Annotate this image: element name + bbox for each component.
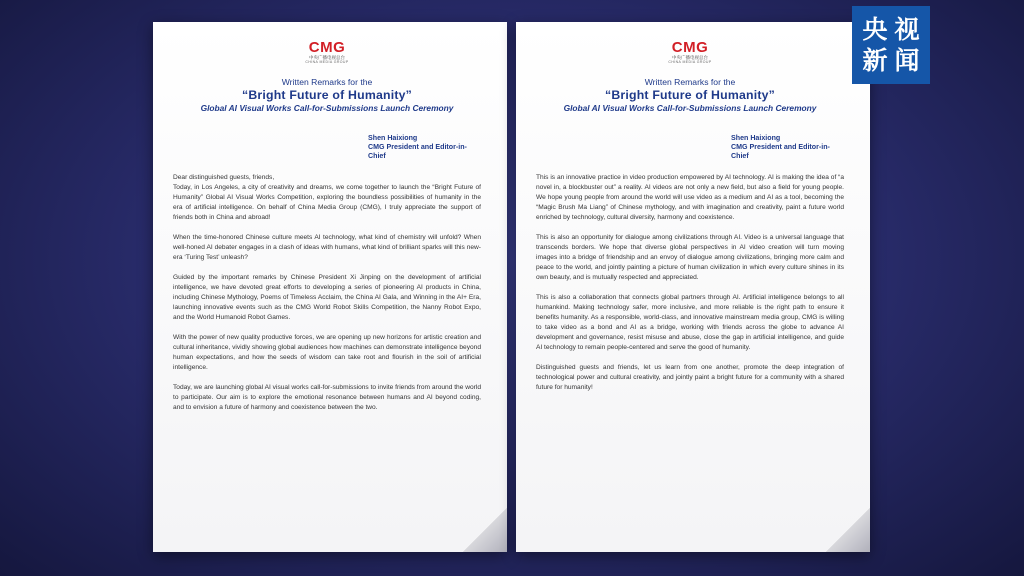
- watermark-char: 央: [862, 15, 888, 44]
- paragraph: With the power of new quality productive forces, we are opening up new horizons for artistic creation and cultural inheritance, vividly showing global audiences how machines can demonstrate intelligence beyond human expectations, and how the seeds of wisdom can take root and flourish in the soil of artificial intelligence.: [173, 334, 481, 371]
- paragraph: When the time-honored Chinese culture meets AI technology, what kind of chemistry will unfold? When well-honed AI debater engages in a clash of ideas with humans, what kind of brilliant sparks will this new-era ‘Turing Test’ unleash?: [173, 234, 481, 261]
- watermark-char: 视: [894, 15, 920, 44]
- cmg-logo-en: CHINA MEDIA GROUP: [668, 59, 712, 64]
- left-body: [173, 173, 481, 413]
- author-name: Shen Haixiong: [731, 134, 781, 142]
- cmg-logo-cn: 中央广播电视总台: [672, 55, 708, 60]
- cmg-logo-cn: 中央广播电视总台: [309, 55, 345, 60]
- heading-intro: Written Remarks for the: [644, 77, 736, 87]
- paragraph: Guided by the important remarks by Chinese President Xi Jinping on the development of artificial intelligence, we have devoted great efforts to developing a series of pioneering AI products in China, including Chinese Mythology, Poems of Timeless Acclaim, the China AI Gala, and Winning in the AI+ Era, launching innovative events such as the CMG World Robot Skills Competition, the Nanny Robot Expo, and the World Humanoid Robot Games.: [173, 274, 481, 321]
- heading-intro: Written Remarks for the: [281, 77, 373, 87]
- left-document-page: [153, 22, 507, 552]
- watermark-char: 新: [862, 46, 888, 75]
- cmg-logo: [173, 40, 481, 64]
- cmg-logo-text: CMG: [308, 39, 346, 56]
- cmg-logo-en: CHINA MEDIA GROUP: [305, 59, 349, 64]
- paragraph: Distinguished guests and friends, let us learn from one another, promote the deep integration of technological power and cultural creativity, and jointly paint a bright future for a community with a shared future for humanity!: [536, 364, 844, 391]
- watermark-char: 闻: [894, 46, 920, 75]
- document-title: “Bright Future of Humanity”: [604, 88, 776, 102]
- page-curl: [463, 508, 507, 552]
- paragraph: This is also a collaboration that connects global partners through AI. Artificial intelligence belongs to all humankind. Making technology safer, more inclusive, and more reliable is the right path to ensure it benefits humanity. As a responsible, world-class, and innovative mainstream media group, CMG is willing to take video as a bond and AI as a bridge, working with friends across the globe to advance AI development and governance, resist misuse and abuse, close the gap in artificial intelligence, and guide AI technology to remain people-centered and serve the good of humanity.: [536, 294, 844, 351]
- right-document-page: [516, 22, 870, 552]
- document-subtitle: Global AI Visual Works Call-for-Submissions Launch Ceremony: [563, 103, 817, 113]
- paragraph: Today, in Los Angeles, a city of creativity and dreams, we come together to launch the “Bright Future of Humanity” Global AI Visual Works Competition, exploring the boundless possibilities of humanity in the era of artificial intelligence. On behalf of China Media Group (CMG), I truly appreciate the support of friends both in China and abroad!: [173, 184, 481, 221]
- paragraph: This is an innovative practice in video production empowered by AI technology. AI is making the idea of “a novel in, a blockbuster out” a reality. AI videos are not only a new field, but also a field for young people. We hope young people from around the world will use video as a medium and AI as a tool, becoming the “Magic Brush Ma Liang” of Chinese mythology, and with imagination and creativity, paint a future world enriched by technology, cultural diversity, harmony and coexistence.: [536, 174, 844, 221]
- author-block: [536, 134, 844, 161]
- cmg-logo-text: CMG: [671, 39, 709, 56]
- paragraph: Dear distinguished guests, friends,: [173, 174, 275, 181]
- page-curl: [826, 508, 870, 552]
- author-name: Shen Haixiong: [368, 134, 418, 142]
- document-title: “Bright Future of Humanity”: [241, 88, 413, 102]
- author-role: CMG President and Editor-in-Chief: [731, 143, 830, 160]
- paragraph: Today, we are launching global AI visual works call-for-submissions to invite friends from around the world to participate. Our aim is to explore the emotional resonance between humans and AI beyond coding, and to envision a future of harmony and coexistence between the two.: [173, 384, 481, 411]
- cctv-news-watermark: [852, 6, 930, 84]
- document-subtitle: Global AI Visual Works Call-for-Submissions Launch Ceremony: [200, 103, 454, 113]
- cmg-logo: [536, 40, 844, 64]
- author-block: [173, 134, 481, 161]
- paragraph: This is also an opportunity for dialogue among civilizations through AI. Video is a universal language that transcends borders. We hope that diverse global perspectives in AI video creation will turn moving images into a bridge of friendship and an envoy of dialogue among civilizations, bringing more calm and peace to the world, and jointly painting a picture of human civilization in which every culture shines in its own beauty, and is mutually respected and appreciated.: [536, 234, 844, 281]
- right-body: [536, 173, 844, 393]
- author-role: CMG President and Editor-in-Chief: [368, 143, 467, 160]
